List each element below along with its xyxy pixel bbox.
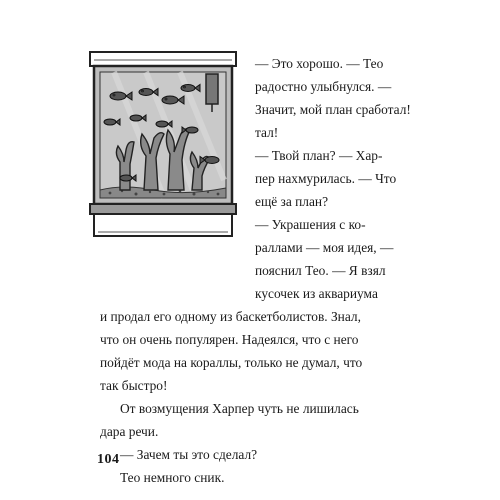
text-line: — Зачем ты это сделал? bbox=[120, 447, 258, 462]
text-line: что он очень популярен. Надеялся, что с него bbox=[100, 332, 359, 347]
text-line: кусочек из аквариума bbox=[255, 286, 378, 301]
text-line: пояснил Тео. — Я взял bbox=[255, 263, 386, 278]
text-line: От возмущения Харпер чуть не лишилась bbox=[120, 401, 359, 416]
text-line: — Твой план? — Хар- bbox=[255, 148, 383, 163]
text-line: так быстро! bbox=[100, 378, 168, 393]
text-line: радостно улыбнулся. — bbox=[255, 79, 392, 94]
text-line: дара речи. bbox=[100, 424, 159, 439]
text-line: и продал его одному из баскетболистов. Знал, bbox=[100, 309, 361, 324]
text-line: пер нахмурилась. — Что bbox=[255, 171, 397, 186]
text-line: Тео немного сник. bbox=[120, 470, 225, 485]
text-line: раллами — моя идея, — bbox=[255, 240, 394, 255]
text-line: тал! bbox=[255, 125, 279, 140]
aquarium-illustration bbox=[84, 50, 242, 240]
text-line: — Украшения с ко- bbox=[255, 217, 366, 232]
text-line: Значит, мой план сработал! bbox=[255, 102, 411, 117]
page-number: 104 bbox=[97, 452, 120, 467]
text-line: — Это хорошо. — Тео bbox=[255, 56, 384, 71]
text-line: ещё за план? bbox=[255, 194, 329, 209]
text-line: пойдёт мода на кораллы, только не думал, что bbox=[100, 355, 363, 370]
